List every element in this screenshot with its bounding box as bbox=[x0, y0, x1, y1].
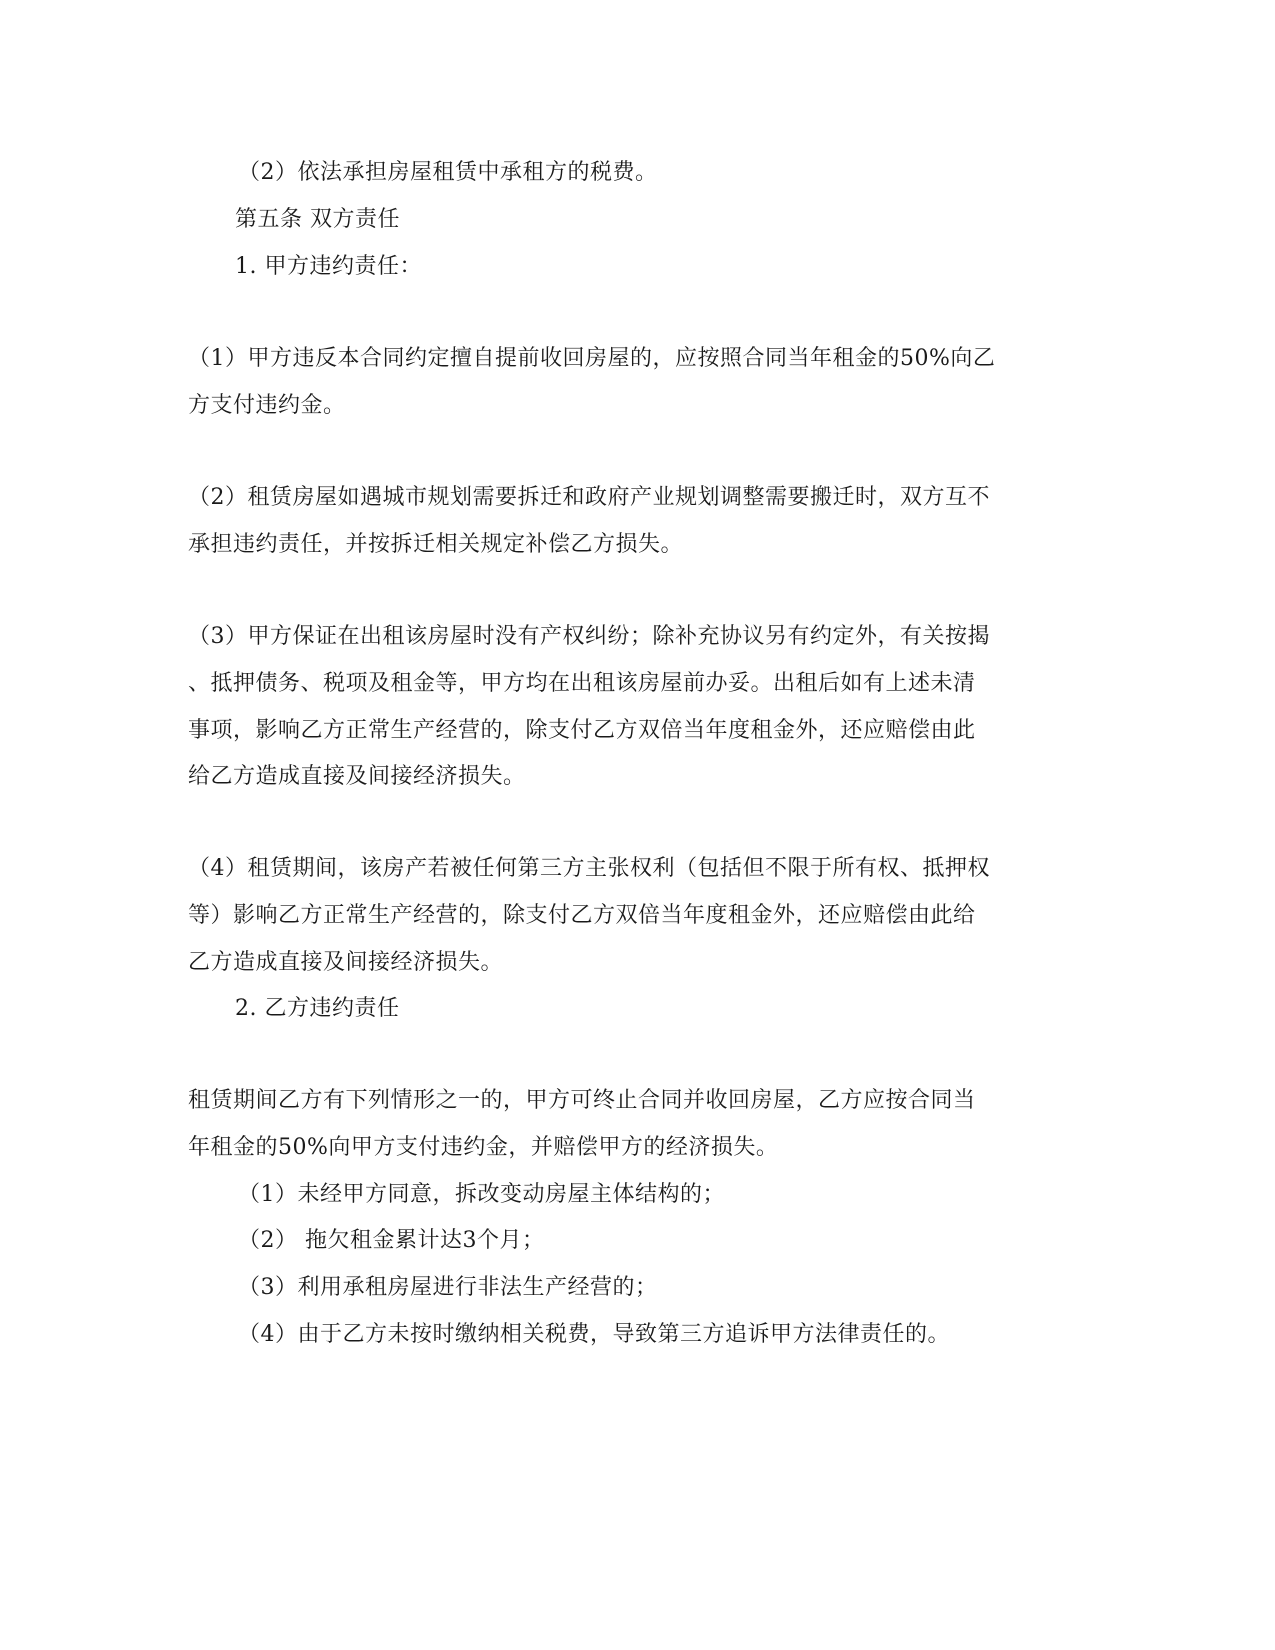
paragraph-line: 承担违约责任，并按拆迁相关规定补偿乙方损失。 bbox=[188, 532, 684, 557]
subsection-heading: 1. 甲方违约责任： bbox=[235, 254, 422, 279]
list-item: （4）由于乙方未按时缴纳相关税费，导致第三方追诉甲方法律责任的。 bbox=[238, 1322, 950, 1347]
paragraph-line: （2）租赁房屋如遇城市规划需要拆迁和政府产业规划调整需要搬迁时，双方互不 bbox=[188, 485, 990, 510]
paragraph-line: 事项，影响乙方正常生产经营的，除支付乙方双倍当年度租金外，还应赔偿由此 bbox=[188, 718, 976, 743]
paragraph-line: 租赁期间乙方有下列情形之一的，甲方可终止合同并收回房屋，乙方应按合同当 bbox=[188, 1088, 976, 1113]
paragraph-line: （2）依法承担房屋租赁中承租方的税费。 bbox=[238, 160, 658, 185]
paragraph-line: 方支付违约金。 bbox=[188, 393, 346, 418]
paragraph-line: 、抵押债务、税项及租金等，甲方均在出租该房屋前办妥。出租后如有上述未清 bbox=[188, 671, 976, 696]
section-heading: 第五条 双方责任 bbox=[235, 207, 400, 232]
paragraph-line: 等）影响乙方正常生产经营的，除支付乙方双倍当年度租金外，还应赔偿由此给 bbox=[188, 903, 976, 928]
paragraph-line: （4）租赁期间，该房产若被任何第三方主张权利（包括但不限于所有权、抵押权 bbox=[188, 856, 990, 881]
subsection-heading: 2. 乙方违约责任 bbox=[235, 996, 400, 1021]
list-item: （3）利用承租房屋进行非法生产经营的； bbox=[238, 1275, 658, 1300]
list-item: （1）未经甲方同意，拆改变动房屋主体结构的； bbox=[238, 1182, 725, 1207]
paragraph-line: （1）甲方违反本合同约定擅自提前收回房屋的，应按照合同当年租金的50%向乙 bbox=[188, 346, 996, 371]
paragraph-line: 年租金的50%向甲方支付违约金，并赔偿甲方的经济损失。 bbox=[188, 1135, 779, 1160]
paragraph-line: 给乙方造成直接及间接经济损失。 bbox=[188, 764, 526, 789]
paragraph-line: 乙方造成直接及间接经济损失。 bbox=[188, 950, 504, 975]
list-item: （2） 拖欠租金累计达3个月； bbox=[238, 1228, 545, 1253]
paragraph-line: （3）甲方保证在出租该房屋时没有产权纠纷；除补充协议另有约定外，有关按揭 bbox=[188, 624, 990, 649]
